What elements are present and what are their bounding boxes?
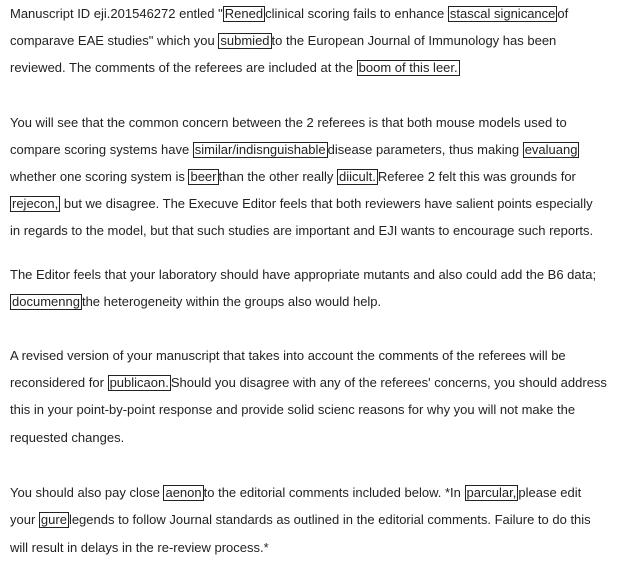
- text-segment: but we disagree. The Execuve Editor feels that both reviewers have salient points especially: [60, 196, 593, 211]
- highlighted-word: documenng: [12, 294, 80, 309]
- text-line: [10, 267, 596, 283]
- text-line: [10, 430, 124, 446]
- text-line: [10, 115, 567, 131]
- highlighted-word: similar/indisnguishable: [194, 142, 326, 157]
- text-segment: the heterogeneity within the groups also would help.: [81, 294, 382, 309]
- text-segment: Should you disagree with any of the referees' concerns, you should address: [170, 375, 607, 390]
- text-line: [10, 223, 593, 239]
- text-segment: please edit: [518, 485, 582, 500]
- highlighted-word: gure: [40, 512, 67, 527]
- highlighted-word: evaluang: [524, 142, 578, 157]
- text-segment: whether one scoring system is: [10, 169, 189, 184]
- text-segment: A revised version of your manuscript that takes into account the comments of the referees will be: [10, 348, 566, 363]
- text-segment: requested changes.: [10, 430, 125, 445]
- text-segment: will result in delays in the re-review process.*: [10, 540, 269, 555]
- text-segment: than the other really: [218, 169, 338, 184]
- highlighted-word: boom of this leer.: [358, 60, 458, 75]
- text-segment: comparave EAE studies" which you: [10, 33, 219, 48]
- text-line: [10, 169, 576, 185]
- text-segment: legends to follow Journal standards as outlined in the editorial comments. Failure to do this: [68, 512, 591, 527]
- text-line: [10, 512, 591, 528]
- text-line: [10, 375, 607, 391]
- text-line: [10, 540, 269, 556]
- text-segment: Referee 2 felt this was grounds for: [377, 169, 576, 184]
- text-segment: reconsidered for: [10, 375, 108, 390]
- highlighted-word: stascal signicance: [449, 6, 556, 21]
- text-segment: You will see that the common concern between the 2 referees is that both mouse models used to: [10, 115, 567, 130]
- text-line: [10, 60, 460, 76]
- text-segment: to the editorial comments included below. *In: [203, 485, 465, 500]
- text-line: [10, 485, 581, 501]
- text-line: [10, 196, 593, 212]
- text-segment: clinical scoring fails to enhance: [265, 6, 448, 21]
- highlighted-word: diicult.: [339, 169, 376, 184]
- text-segment: of: [557, 6, 569, 21]
- text-segment: your: [10, 512, 39, 527]
- highlighted-word: parcular,: [466, 485, 517, 500]
- highlighted-word: beer: [190, 169, 217, 184]
- highlighted-word: publicaon.: [109, 375, 169, 390]
- text-segment: disease parameters, thus making: [327, 142, 523, 157]
- text-segment: this in your point-by-point response and provide solid scienc reasons for why you will not make the: [10, 402, 576, 417]
- text-segment: Manuscript ID eji.201546272 entled ": [10, 6, 223, 21]
- text-line: [10, 142, 579, 158]
- highlighted-word: submied: [220, 33, 270, 48]
- text-segment: You should also pay close: [10, 485, 164, 500]
- text-segment: in regards to the model, but that such studies are important and EJI wants to encourage such reports.: [10, 223, 594, 238]
- text-line: [10, 33, 556, 49]
- text-segment: compare scoring systems have: [10, 142, 193, 157]
- highlighted-word: Rened: [224, 6, 264, 21]
- highlighted-word: rejecon,: [12, 196, 59, 211]
- text-line: [10, 402, 575, 418]
- text-segment: to the European Journal of Immunology has been: [271, 33, 557, 48]
- highlighted-word: aenon: [165, 485, 202, 500]
- text-segment: The Editor feels that your laboratory should have appropriate mutants and also could add the B6 data;: [10, 267, 597, 282]
- text-line: [10, 294, 381, 310]
- text-line: [10, 348, 566, 364]
- text-line: [10, 6, 568, 22]
- text-segment: reviewed. The comments of the referees are included at the: [10, 60, 357, 75]
